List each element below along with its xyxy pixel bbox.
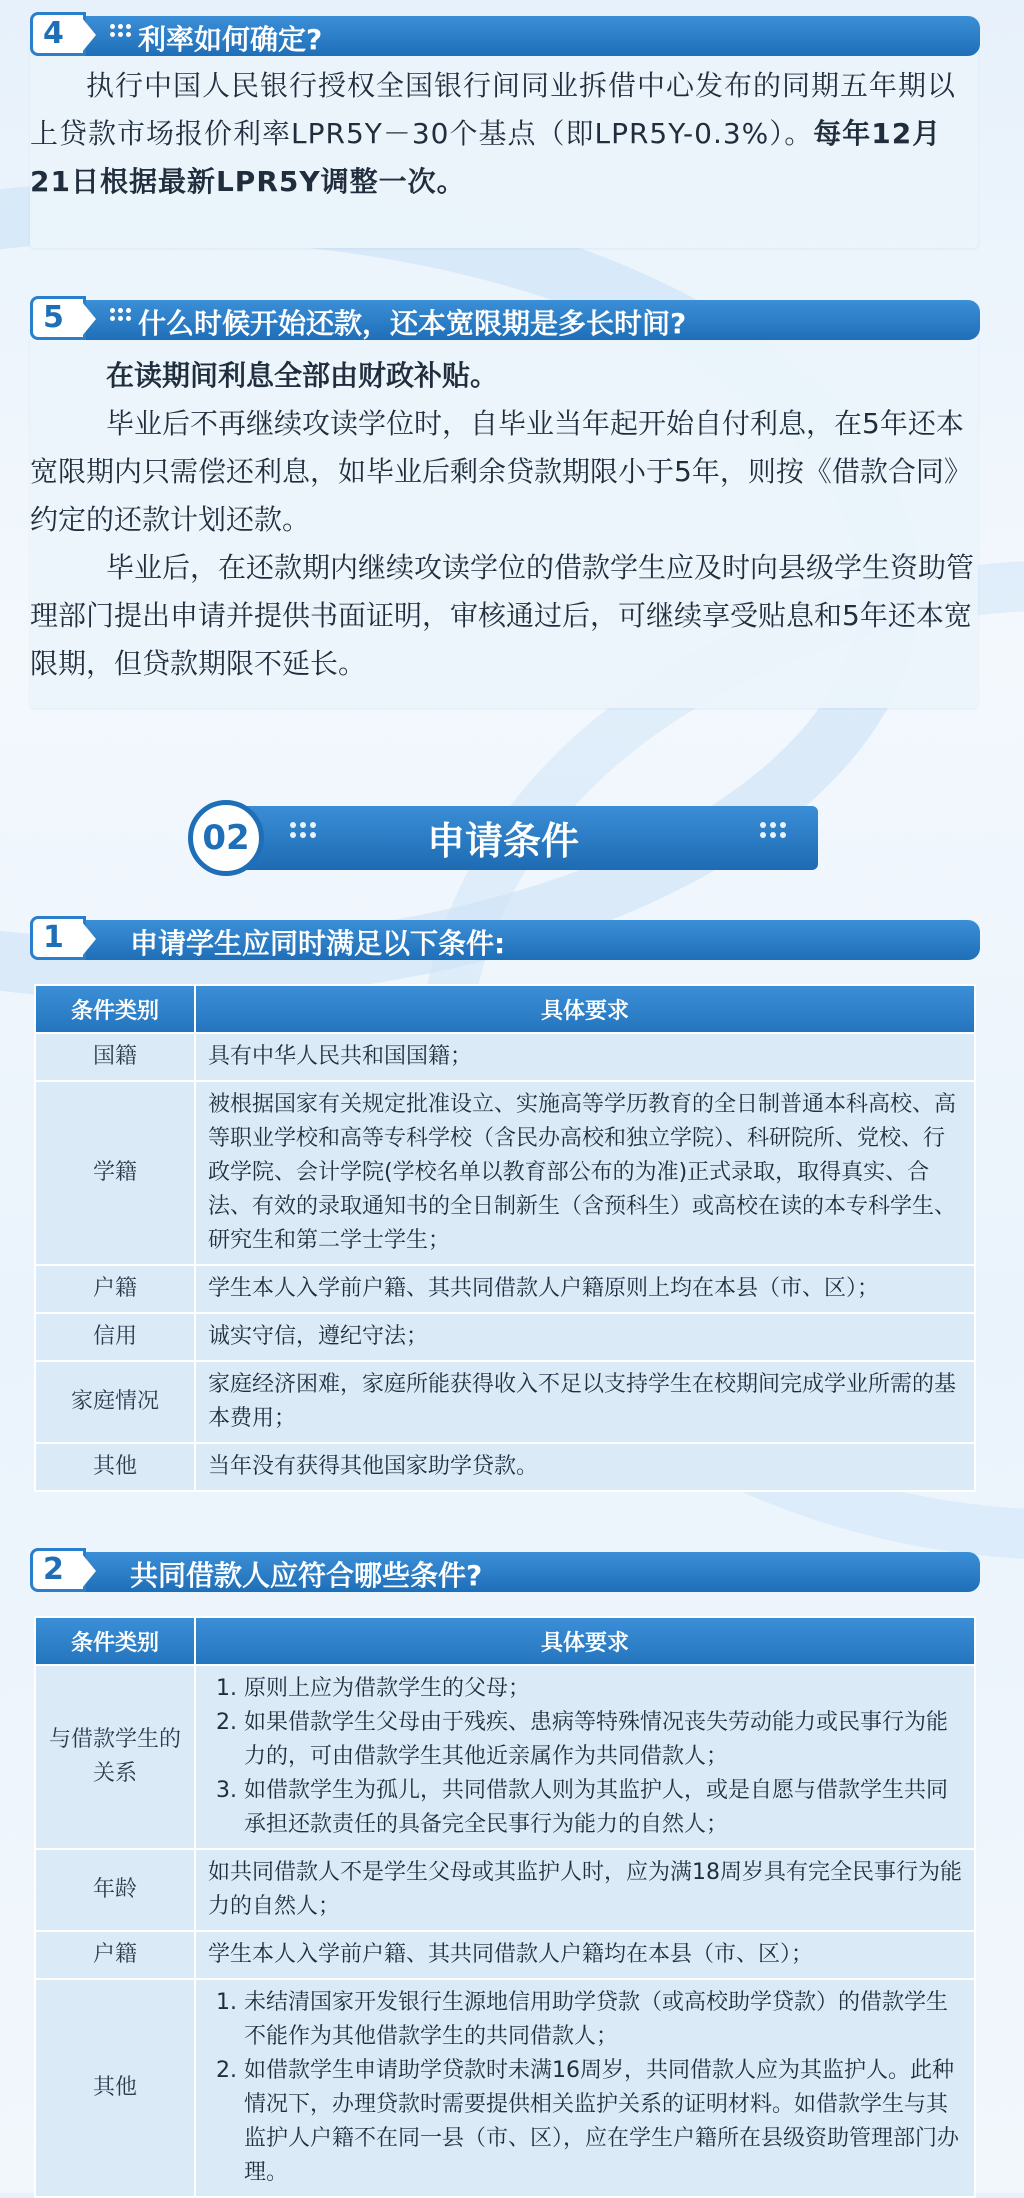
row-requirement [195, 1665, 975, 1849]
table-row [35, 1033, 975, 1081]
q4-paragraph [30, 62, 978, 206]
q4-title: 利率如何确定? [138, 23, 323, 56]
q2-conditions-table [34, 1616, 976, 2198]
list-item: 3. 如借款学生为孤儿，共同借款人则为其监护人，或是自愿与借款学生共同承担还款责任的具备完全民事行为能力的自然人； [244, 1774, 962, 1842]
table-row [35, 1361, 975, 1443]
row-requirement: 具有中华人民共和国国籍； [195, 1033, 975, 1081]
chevron-right-icon [82, 18, 96, 52]
table-row [35, 1443, 975, 1491]
chevron-right-icon [82, 302, 96, 336]
q1-conditions-table [34, 984, 976, 1492]
table-row [35, 1313, 975, 1361]
q1-header [30, 916, 980, 960]
q5-paragraph-2: 毕业后不再继续攻读学位时，自毕业当年起开始自付利息，在5年还本宽限期内只需偿还利息，如毕业后剩余贷款期限小于5年，则按《借款合同》约定的还款计划还款。 [30, 407, 972, 536]
row-requirement [195, 1979, 975, 2197]
header-category: 条件类别 [35, 985, 195, 1033]
section-02-number: 02 [202, 818, 250, 858]
row-category: 学籍 [35, 1081, 195, 1265]
row-requirement: 如共同借款人不是学生父母或其监护人时，应为满18周岁具有完全民事行为能力的自然人； [195, 1849, 975, 1931]
q4-text: 执行中国人民银行授权全国银行间同业拆借中心发布的同期五年期以上贷款市场报价利率LPR5Y－30个基点（即LPR5Y-0.3%）。 [30, 69, 957, 150]
row-requirement: 家庭经济困难，家庭所能获得收入不足以支持学生在校期间完成学业所需的基本费用； [195, 1361, 975, 1443]
q1-title: 申请学生应同时满足以下条件: [130, 927, 506, 960]
table-row [35, 1931, 975, 1979]
chevron-right-icon [82, 922, 96, 956]
dots-icon [110, 24, 131, 37]
list-item: 2. 如借款学生申请助学贷款时未满16周岁，共同借款人应为其监护人。此种情况下，办理贷款时需要提供相关监护关系的证明材料。如借款学生与其监护人户籍不在同一县（市、区），应在学生户籍所在县级资助管理部门办理。 [244, 2054, 962, 2190]
q2-header [30, 1548, 980, 1592]
row-category: 家庭情况 [35, 1361, 195, 1443]
row-category: 户籍 [35, 1931, 195, 1979]
q2-number-box [30, 1548, 86, 1592]
row-category: 与借款学生的关系 [35, 1665, 195, 1849]
header-requirement: 具体要求 [195, 1617, 975, 1665]
section-02-title: 申请条件 [426, 819, 579, 863]
table-row [35, 1265, 975, 1313]
q5-paragraph-3: 毕业后，在还款期内继续攻读学位的借款学生应及时向县级学生资助管理部门提出申请并提供书面证明，审核通过后，可继续享受贴息和5年还本宽限期，但贷款期限不延长。 [30, 551, 975, 680]
table-row [35, 1081, 975, 1265]
row-category: 其他 [35, 1979, 195, 2197]
header-requirement: 具体要求 [195, 985, 975, 1033]
table-row [35, 1665, 975, 1849]
row-requirement: 学生本人入学前户籍、其共同借款人户籍原则上均在本县（市、区）； [195, 1265, 975, 1313]
q4-header [30, 12, 980, 56]
q1-number-box [30, 916, 86, 960]
q2-title: 共同借款人应符合哪些条件? [130, 1559, 483, 1592]
header-category: 条件类别 [35, 1617, 195, 1665]
q5-title: 什么时候开始还款，还本宽限期是多长时间? [138, 307, 687, 340]
row-category: 户籍 [35, 1265, 195, 1313]
q5-header [30, 296, 980, 340]
row-category: 年龄 [35, 1849, 195, 1931]
q5-number: 5 [43, 300, 64, 335]
table-header-row [35, 1617, 975, 1665]
list-item: 2. 如果借款学生父母由于残疾、患病等特殊情况丧失劳动能力或民事行为能力的，可由借款学生其他近亲属作为共同借款人； [244, 1706, 962, 1774]
q4-number: 4 [43, 16, 64, 51]
row-category: 信用 [35, 1313, 195, 1361]
section-02-banner [188, 800, 818, 876]
list-item: 1. 原则上应为借款学生的父母； [244, 1672, 962, 1706]
row-requirement: 当年没有获得其他国家助学贷款。 [195, 1443, 975, 1491]
dots-icon [760, 822, 786, 838]
chevron-right-icon [82, 1554, 96, 1588]
list-item: 1. 未结清国家开发银行生源地信用助学贷款（或高校助学贷款）的借款学生不能作为其他借款学生的共同借款人； [244, 1986, 962, 2054]
q4-text-bold: 每年12月21日根据最新LPR5Y调整一次。 [30, 117, 942, 198]
q5-paragraph-1: 在读期间利息全部由财政补贴。 [106, 359, 499, 392]
q4-number-box [30, 12, 86, 56]
row-requirement: 被根据国家有关规定批准设立、实施高等学历教育的全日制普通本科高校、高等职业学校和高等专科学校（含民办高校和独立学院）、科研院所、党校、行政学院、会计学院(学校名单以教育部公布的为准)正式录取，取得真实、合法、有效的录取通知书的全日制新生（含预科生）或高校在读的本专科学生、研究生和第二学士学生； [195, 1081, 975, 1265]
q5-number-box [30, 296, 86, 340]
table-header-row [35, 985, 975, 1033]
dots-icon [110, 308, 131, 321]
row-category: 国籍 [35, 1033, 195, 1081]
row-requirement: 学生本人入学前户籍、其共同借款人户籍均在本县（市、区）； [195, 1931, 975, 1979]
row-requirement: 诚实守信，遵纪守法； [195, 1313, 975, 1361]
q2-number: 2 [43, 1552, 64, 1587]
table-row [35, 1979, 975, 2197]
q1-number: 1 [43, 920, 64, 955]
row-category: 其他 [35, 1443, 195, 1491]
table-row [35, 1849, 975, 1931]
